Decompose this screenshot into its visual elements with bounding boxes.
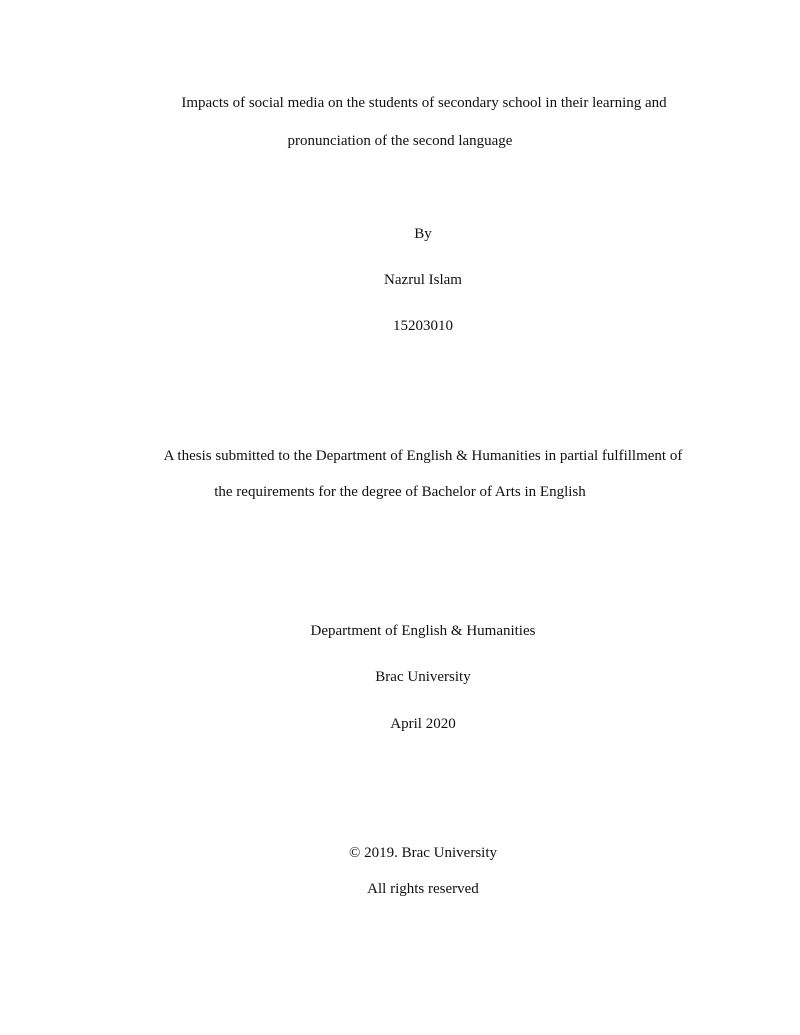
by-label: By (414, 226, 432, 242)
thesis-title-line-1: Impacts of social media on the students of secondary school in their learning and (181, 95, 667, 111)
submission-statement-line-2: the requirements for the degree of Bachelor of Arts in English (214, 484, 586, 500)
rights-statement: All rights reserved (367, 881, 479, 897)
university-name: Brac University (375, 669, 471, 685)
submission-date: April 2020 (390, 716, 456, 732)
department-name: Department of English & Humanities (310, 623, 536, 639)
student-id: 15203010 (393, 318, 453, 334)
copyright-notice: © 2019. Brac University (348, 845, 498, 861)
submission-statement-line-1: A thesis submitted to the Department of English & Humanities in partial fulfillment of (163, 448, 683, 464)
author-name: Nazrul Islam (384, 272, 462, 288)
thesis-title-line-2: pronunciation of the second language (287, 133, 513, 149)
